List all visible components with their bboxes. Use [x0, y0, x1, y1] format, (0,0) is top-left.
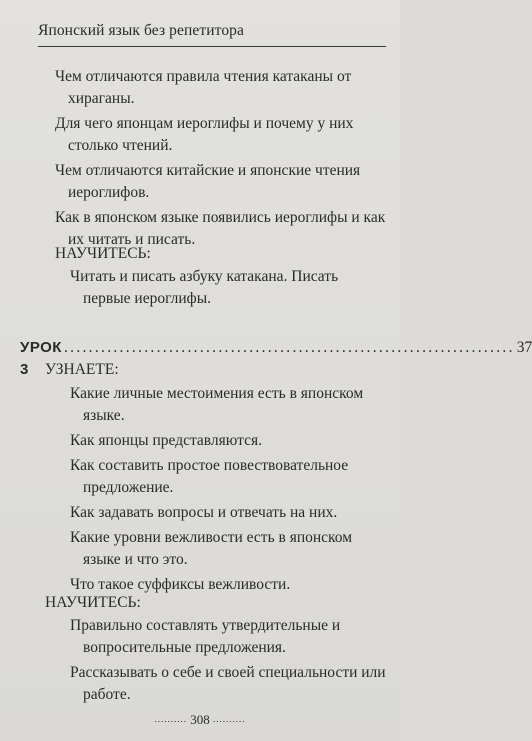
list-item: Какие уровни вежливости есть в японском языке и что это.	[70, 529, 353, 568]
learn-list	[70, 615, 388, 706]
list-item: Как задавать вопросы и отвечать на них.	[70, 504, 338, 521]
list-item: Читать и писать азбуку катакана. Писать первые иероглифы.	[70, 268, 339, 307]
lesson-title: УРОК 3	[20, 339, 62, 378]
dot-leader: .........................................................................	[63, 339, 515, 356]
footer-dots-left: ..........	[154, 714, 187, 724]
learn-heading: НАУЧИТЕСЬ:	[45, 594, 141, 611]
lesson-page-number: 37	[516, 339, 532, 356]
page-number: 308	[190, 712, 210, 727]
top-learn-list	[70, 266, 388, 310]
header-rule	[38, 46, 386, 47]
list-item: Чем отличаются правила чтения катаканы от хираганы.	[55, 68, 352, 107]
know-list	[70, 383, 388, 596]
know-heading: УЗНАЕТЕ:	[45, 361, 119, 378]
footer-dots-right: ..........	[213, 714, 246, 724]
top-know-list	[55, 66, 390, 251]
top-learn-heading: НАУЧИТЕСЬ:	[55, 245, 151, 262]
list-item: Как японцы представляются.	[70, 432, 263, 449]
list-item: Рассказывать о себе и своей специальности или работе.	[70, 664, 386, 703]
list-item: Какие личные местоимения есть в японском языке.	[70, 385, 364, 424]
list-item: Правильно составлять утвердительные и вопросительные предложения.	[70, 617, 341, 656]
list-item: Как в японском языке появились иероглифы и как их читать и писать.	[55, 209, 386, 248]
running-header: Японский язык без репетитора	[38, 22, 244, 39]
list-item: Чем отличаются китайские и японские чтения иероглифов.	[55, 162, 361, 201]
list-item: Для чего японцам иероглифы и почему у них столько чтений.	[55, 115, 354, 154]
list-item: Что такое суффиксы вежливости.	[70, 576, 291, 593]
page-footer	[0, 712, 400, 728]
list-item: Как составить простое повествовательное предложение.	[70, 457, 349, 496]
